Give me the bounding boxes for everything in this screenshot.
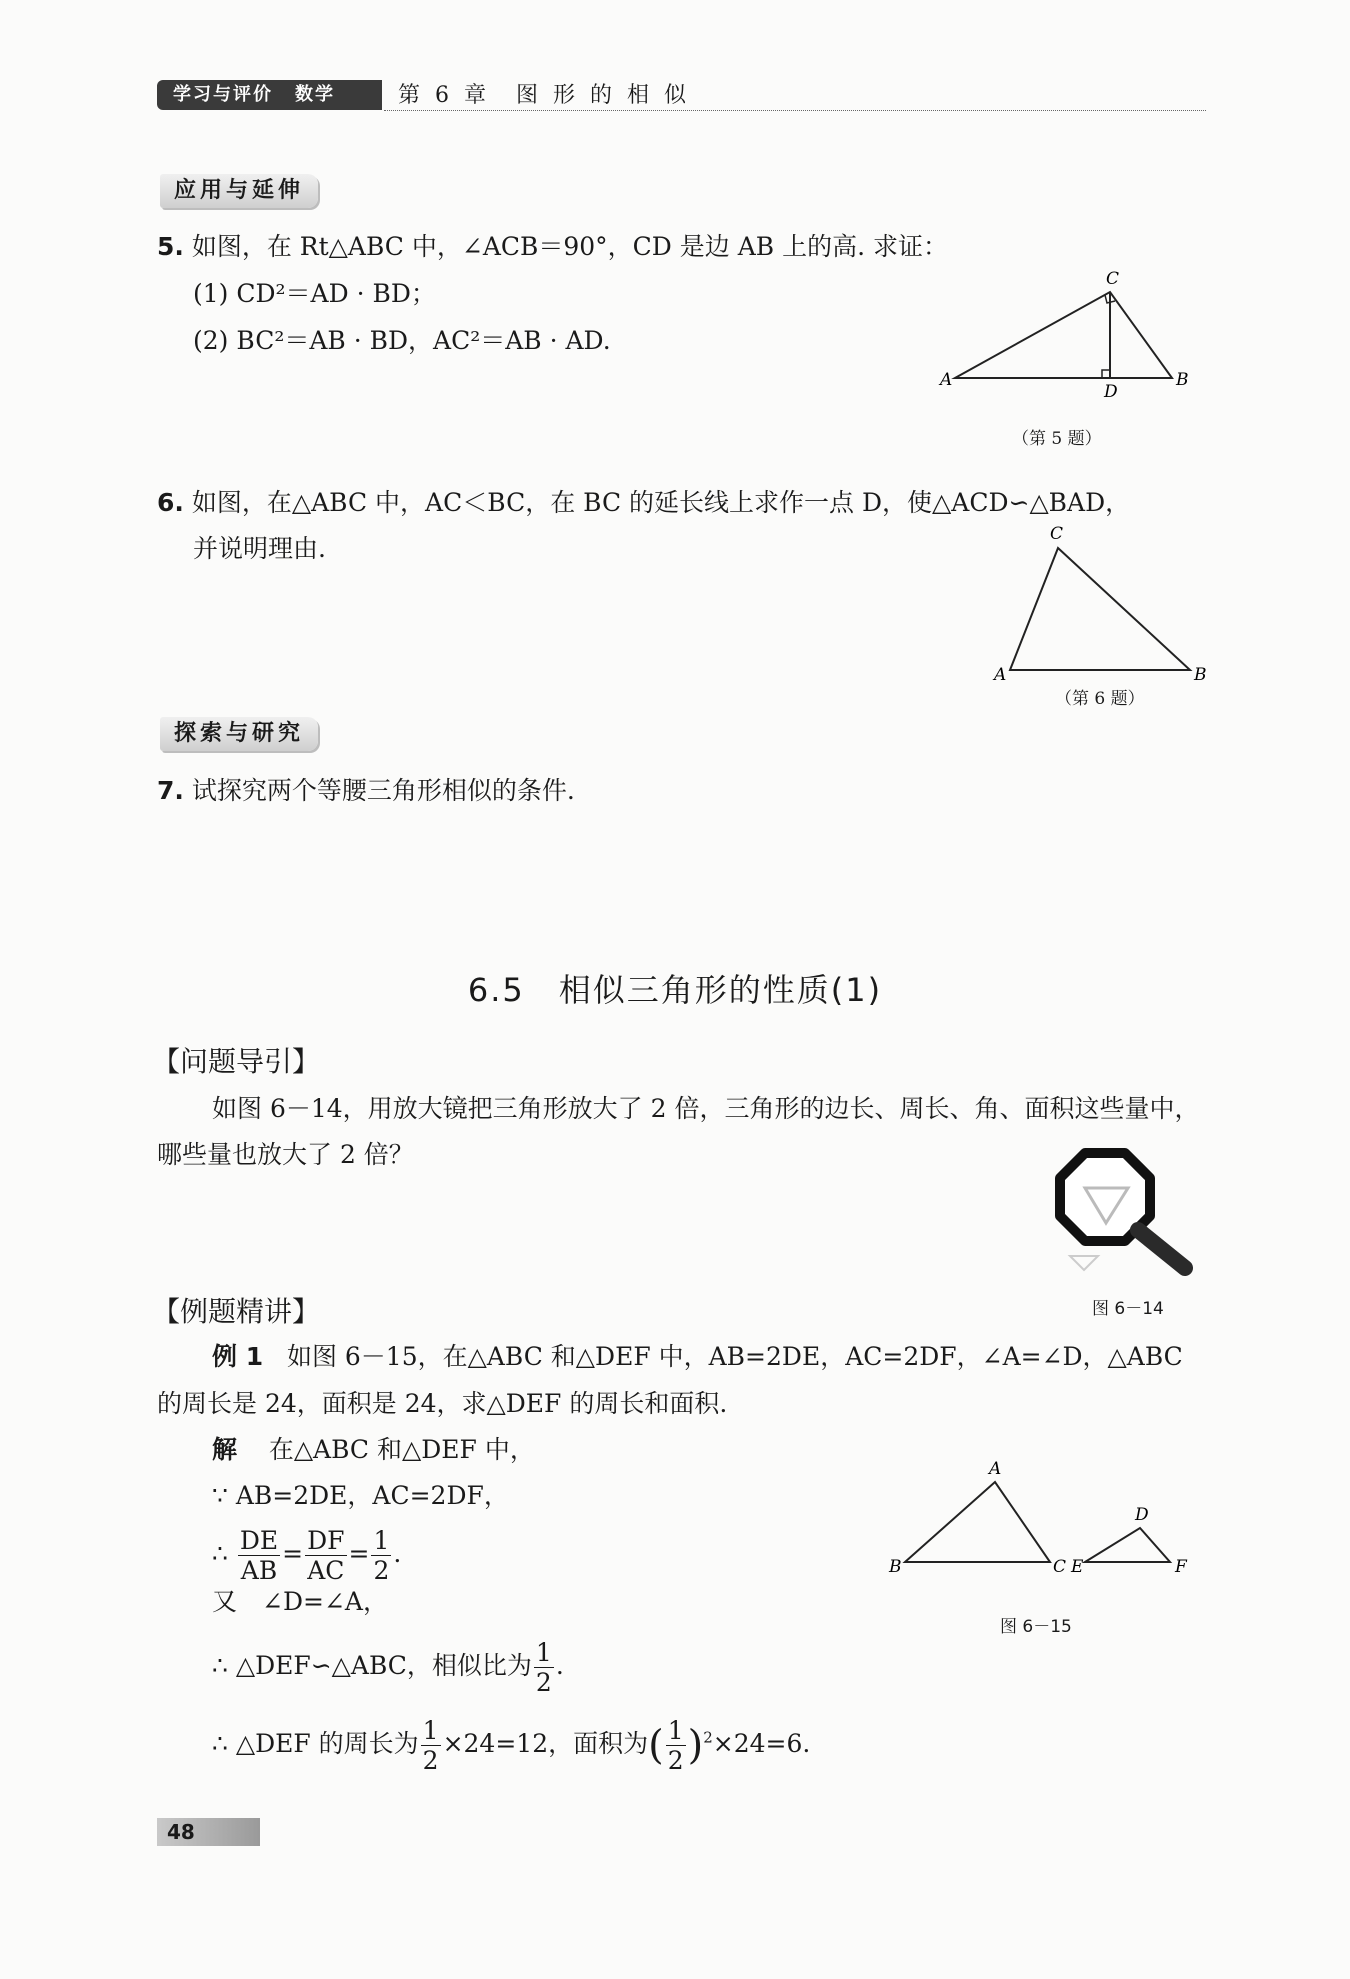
label-a: A [994, 665, 1007, 685]
section-tag-apply: 应用与延伸 [160, 174, 318, 208]
solution-line-2: ∵ AB=2DE，AC=2DF， [212, 1481, 509, 1510]
numerator: DE [239, 1526, 279, 1555]
fraction-de-ab [238, 1528, 280, 1583]
solution-text-6c: ×24=6. [712, 1729, 811, 1758]
numerator: 1 [535, 1638, 552, 1667]
solution-text-5: ∴ △DEF∽△ABC，相似比为 [212, 1651, 532, 1680]
caption-q6: （第 6 题） [1055, 689, 1145, 709]
label-c: C [1050, 524, 1064, 544]
header-book: 学习与评价 [173, 84, 273, 105]
fraction-perimeter [421, 1718, 441, 1773]
numerator: 1 [373, 1526, 390, 1555]
solution-text-1: 在△ABC 和△DEF 中， [268, 1435, 535, 1464]
label-b: B [1194, 665, 1207, 685]
intro-heading: 【问题导引】 [152, 1045, 321, 1078]
triangle-abc-example [905, 1482, 1050, 1562]
solution-text-6a: ∴ △DEF 的周长为 [212, 1729, 419, 1758]
solution-line-6: ∴ △DEF 的周长为 $\frac{1}{2}$ ×24=12，面积为( $\frac{1}{2}$ )$^2$×24=6. [212, 1716, 811, 1775]
question-5-part-1: (1) CD²＝AD · BD； [193, 279, 436, 308]
header-chapter: 第 6 章 图 形 的 相 似 [398, 83, 690, 108]
question-7-number: 7. [157, 776, 184, 805]
small-triangle [1070, 1256, 1098, 1270]
figure-q5-triangle [930, 270, 1190, 400]
example-line-2: 的周长是 24，面积是 24，求△DEF 的周长和面积. [157, 1389, 728, 1418]
question-6-number: 6. [157, 488, 184, 517]
therefore-symbol: ∴ [212, 1539, 228, 1568]
question-5-part-2: (2) BC²＝AB · BD，AC²＝AB · AD. [193, 326, 611, 355]
magnifier-icon [1050, 1148, 1200, 1278]
label-a: A [940, 370, 953, 390]
label-b: B [889, 1557, 902, 1577]
square-exponent: 2 [703, 1728, 713, 1747]
magnifier-handle [1138, 1230, 1185, 1268]
header-rule [384, 110, 1206, 111]
solution-line-3: ∴ $\frac{DE}{AB}$ = $\frac{DF}{AC}$ = $\frac{1}{2}$ . [212, 1526, 402, 1585]
triangle-abc-q6 [1010, 548, 1190, 670]
caption-fig-6-14: 图 6－14 [1092, 1299, 1164, 1319]
question-6-text: 如图，在△ABC 中，AC＜BC，在 BC 的延长线上求作一点 D，使△ACD∽△BAD， [191, 488, 1131, 517]
label-c: C [1053, 1557, 1067, 1577]
solution-label: 解 [212, 1435, 238, 1464]
denominator: 2 [667, 1746, 684, 1775]
denominator: AC [307, 1556, 345, 1585]
label-e: E [1071, 1557, 1084, 1577]
intro-line-1: 如图 6－14，用放大镜把三角形放大了 2 倍，三角形的边长、周长、角、面积这些量中， [212, 1094, 1200, 1123]
question-7-text: 试探究两个等腰三角形相似的条件. [191, 776, 575, 805]
question-5 [157, 230, 948, 264]
section-tag-explore: 探索与研究 [160, 717, 318, 751]
right-angle-mark-d [1102, 370, 1110, 378]
example-heading: 【例题精讲】 [152, 1295, 321, 1328]
numerator: DF [307, 1526, 345, 1555]
page-number: 48 [157, 1818, 260, 1846]
denominator: 2 [373, 1556, 390, 1585]
solution-line-5: ∴ △DEF∽△ABC，相似比为 $\frac{1}{2}$ . [212, 1638, 564, 1697]
section-title: 6.5 相似三角形的性质(1) [467, 971, 883, 1009]
example-text-1: 如图 6－15，在△ABC 和△DEF 中，AB=2DE，AC=2DF，∠A=∠D，△ABC [286, 1342, 1183, 1371]
solution-line-4: 又 ∠D=∠A， [212, 1587, 388, 1616]
solution-line-1 [212, 1433, 535, 1467]
fraction-ratio [534, 1640, 554, 1695]
example-label: 例 1 [212, 1342, 264, 1371]
question-6-text-2: 并说明理由. [193, 534, 326, 563]
numerator: 1 [422, 1716, 439, 1745]
caption-q5: （第 5 题） [1012, 429, 1102, 449]
label-d: D [1135, 1505, 1149, 1525]
denominator: 2 [535, 1668, 552, 1697]
header-badge [157, 80, 382, 110]
figure-q6-triangle [980, 520, 1220, 690]
triangle-abc [955, 292, 1172, 378]
denominator: AB [240, 1556, 278, 1585]
question-6 [157, 486, 1130, 520]
label-a: A [989, 1460, 1002, 1479]
example-line-1 [212, 1340, 1183, 1374]
fraction-one-half [371, 1528, 391, 1583]
label-f: F [1175, 1557, 1187, 1577]
question-5-number: 5. [157, 232, 184, 261]
caption-fig-6-15: 图 6－15 [1000, 1617, 1072, 1637]
triangle-def-example [1085, 1528, 1170, 1562]
label-c: C [1106, 270, 1120, 289]
question-5-text: 如图，在 Rt△ABC 中，∠ACB＝90°，CD 是边 AB 上的高. 求证： [191, 232, 949, 261]
intro-line-2: 哪些量也放大了 2 倍？ [157, 1140, 414, 1169]
denominator: 2 [422, 1746, 439, 1775]
header-subject: 数学 [295, 84, 335, 105]
solution-text-6b: ×24=12，面积为 [442, 1729, 649, 1758]
question-7 [157, 774, 575, 808]
fraction-df-ac [305, 1528, 346, 1583]
fraction-area [666, 1718, 686, 1773]
label-b: B [1176, 370, 1189, 390]
numerator: 1 [667, 1716, 684, 1745]
figure-6-15 [885, 1460, 1205, 1580]
label-d: D [1104, 382, 1118, 400]
